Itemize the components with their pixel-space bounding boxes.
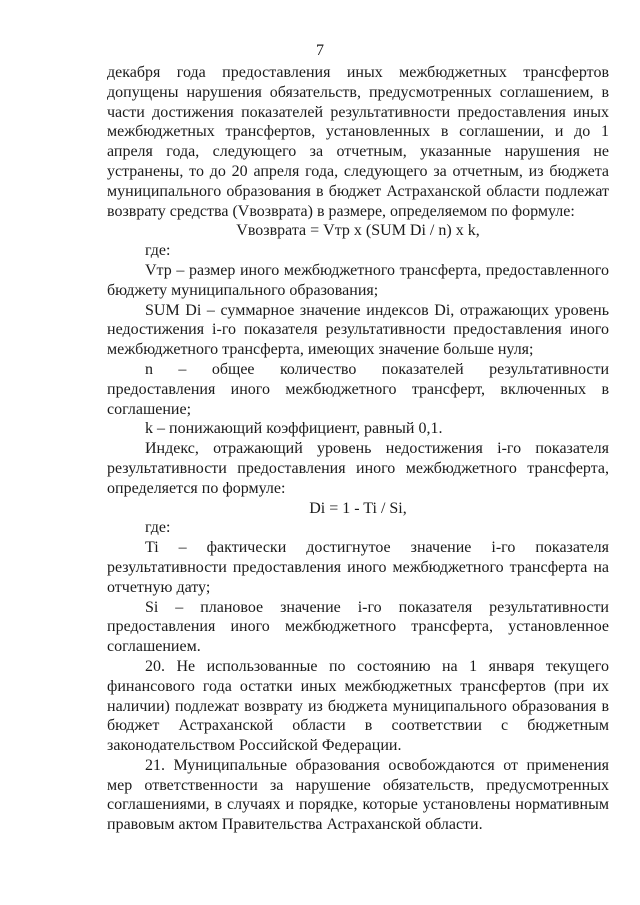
definition-vtr: Vтр – размер иного межбюджетного трансферта, предоставленного бюджету муниципального образования; — [107, 261, 609, 299]
intro-paragraph: декабря года предоставления иных межбюджетных трансфертов допущены нарушения обязательств, предусмотренных соглашением, в части достижения показателей результативности предоставления иных межбюджетных трансфертов, установленных в соглашении, и до 1 апреля года, следующего за отчетным, указанные нарушения не устранены, то до 20 апреля года, следующего за отчетным, из бюджета муниципального образования в бюджет Астраханской области подлежат возврату средства (Vвозврата) в размере, определяемом по формуле: — [107, 64, 609, 220]
index-formula: Di = 1 - Ti / Si, — [309, 499, 407, 517]
index-intro-paragraph: Индекс, отражающий уровень недостижения i-го показателя результативности предоставления иного межбюджетного трансферта, определяется по формуле: — [107, 440, 609, 497]
definition-ti: Ti – фактически достигнутое значение i-го показателя результативности предоставления иного межбюджетного трансферта на отчетную дату; — [107, 539, 609, 596]
document-body — [107, 63, 609, 835]
definition-k: k – понижающий коэффициент, равный 0,1. — [145, 420, 443, 438]
where-label: где: — [145, 242, 171, 260]
definition-sum-di: SUM Di – суммарное значение индексов Di, отражающих уровень недостижения i-го показателя результативности предоставления иного межбюджетного трансферта, имеющих значение больше нуля; — [107, 301, 609, 359]
return-amount-formula: Vвозврата = Vтр x (SUM Di / n) x k, — [236, 222, 480, 240]
definition-si: Si – плановое значение i-го показателя результативности предоставления иного межбюджетного трансферта, установленное соглашением. — [107, 598, 609, 656]
page-number: 7 — [316, 42, 324, 59]
where-label-2: где: — [145, 519, 171, 537]
definition-n: n – общее количество показателей результативности предоставления иного межбюджетного трансферт, включенных в соглашение; — [107, 360, 609, 418]
clause-20: 20. Не использованные по состоянию на 1 января текущего финансового года остатки иных межбюджетных трансфертов (при их наличии) подлежат возврату из бюджета муниципального образования в бюджет Астраханской области в соответствии с бюджетным законодательством Российской Федерации. — [107, 657, 609, 755]
clause-21: 21. Муниципальные образования освобождаются от применения мер ответственности за нарушение обязательств, предусмотренных соглашениями, в случаях и порядке, которые установлены нормативным правовым актом Правительства Астраханской области. — [107, 756, 609, 834]
